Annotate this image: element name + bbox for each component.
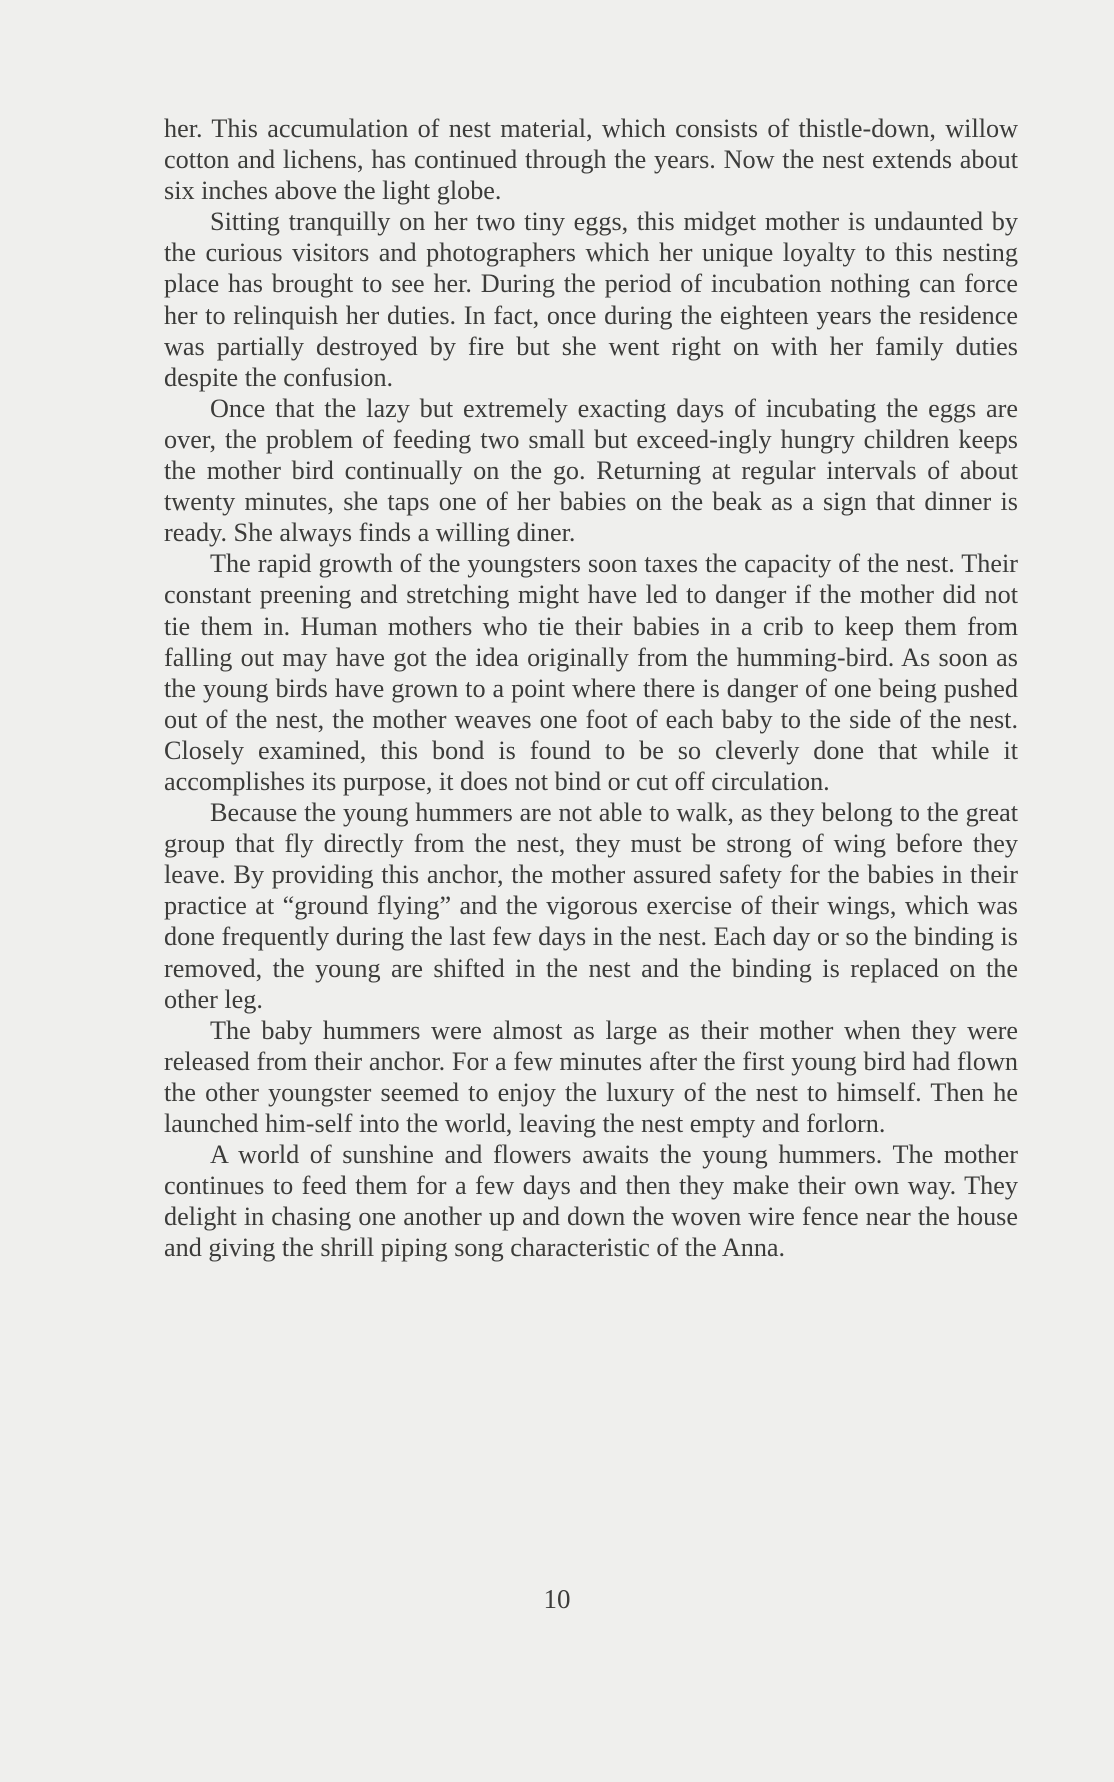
paragraph: The baby hummers were almost as large as their mother when they were released from their anchor. For a few minutes after the first young bird had flown the other youngster seemed to enjoy the luxury of the nest to himself. Then he launched him-self into the world, leaving the nest empty and forlorn. <box>164 1015 1018 1138</box>
paragraph: Because the young hummers are not able to walk, as they belong to the great group that fly directly from the nest, they must be strong of wing before they leave. By providing this anchor, the mother assured safety for the babies in their practice at “ground flying” and the vigorous exercise of their wings, which was done frequently during the last few days in the nest. Each day or so the binding is removed, the young are shifted in the nest and the binding is replaced on the other leg. <box>164 798 1018 1014</box>
paragraph: her. This accumulation of nest material, which consists of thistle-down, willow cotton and lichens, has continued through the years. Now the nest extends about six inches above the light globe. <box>164 114 1018 206</box>
paragraph: A world of sunshine and flowers awaits the young hummers. The mother continues to feed them for a few days and then they make their own way. They delight in chasing one another up and down the woven wire fence near the house and giving the shrill piping song characteristic of the Anna. <box>164 1140 1018 1263</box>
paragraph: The rapid growth of the youngsters soon taxes the capacity of the nest. Their constant preening and stretching might have led to danger if the mother did not tie them in. Human mothers who tie their babies in a crib to keep them from falling out may have got the idea originally from the humming-bird. As soon as the young birds have grown to a point where there is danger of one being pushed out of the nest, the mother weaves one foot of each baby to the side of the nest. Closely examined, this bond is found to be so cleverly done that while it accomplishes its purpose, it does not bind or cut off circulation. <box>164 549 1018 796</box>
paragraph: Once that the lazy but extremely exacting days of incubating the eggs are over, the problem of feeding two small but exceed-ingly hungry children keeps the mother bird continually on the go. Returning at regular intervals of about twenty minutes, she taps one of her babies on the beak as a sign that dinner is ready. She always finds a willing diner. <box>164 393 1018 548</box>
paragraph: Sitting tranquilly on her two tiny eggs, this midget mother is undaunted by the curious visitors and photographers which her unique loyalty to this nesting place has brought to see her. During the period of incubation nothing can force her to relinquish her duties. In fact, once during the eighteen years the residence was partially destroyed by fire but she went right on with her family duties despite the confusion. <box>164 207 1018 392</box>
page-number: 10 <box>543 1584 571 1614</box>
body-text <box>164 113 1018 1263</box>
